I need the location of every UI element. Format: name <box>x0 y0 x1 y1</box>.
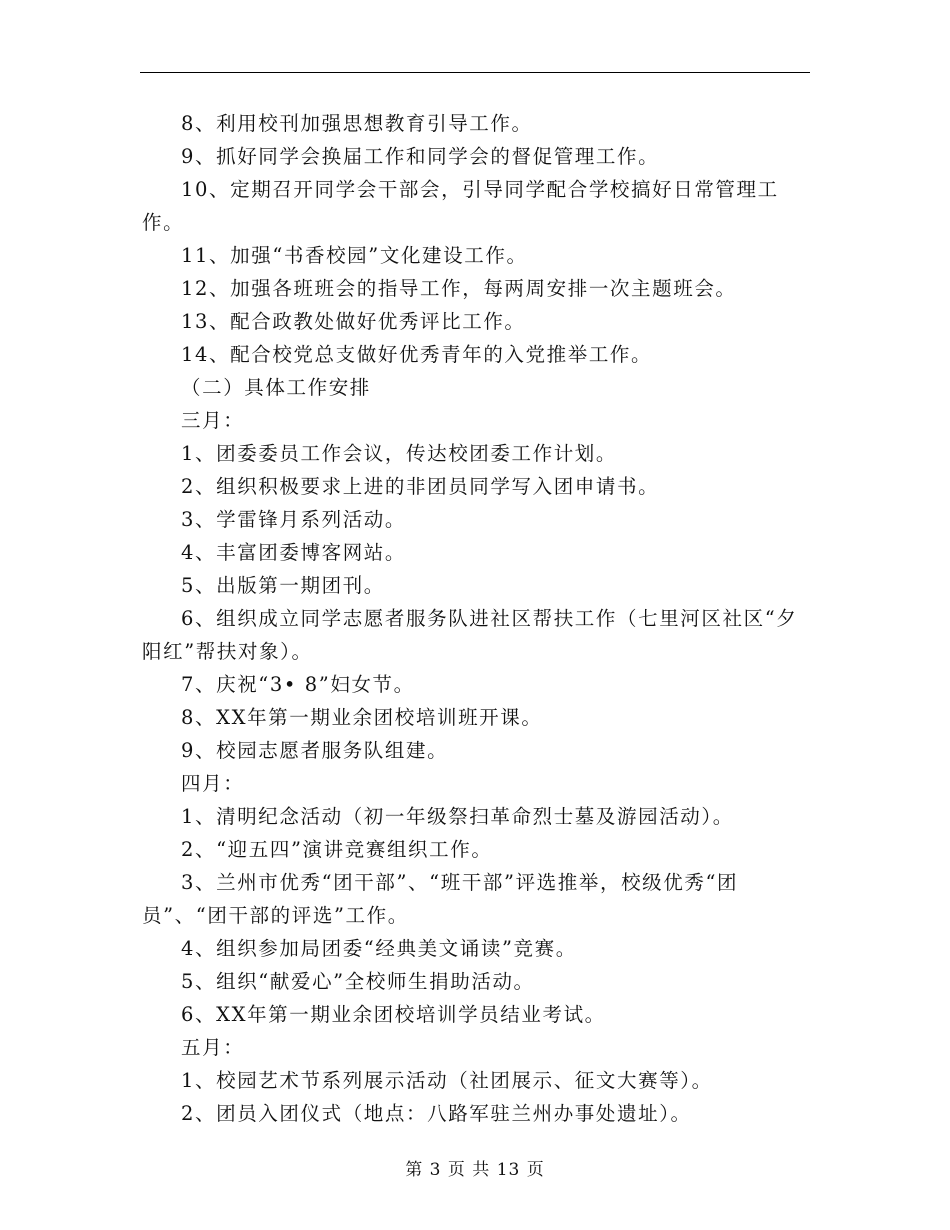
paragraph: 5、出版第一期团刊。 <box>181 574 385 597</box>
paragraph: 4、丰富团委博客网站。 <box>181 541 407 564</box>
paragraph: 1、校园艺术节系列展示活动（社团展示、征文大赛等）。 <box>181 1069 713 1092</box>
paragraph: 14、配合校党总支做好优秀青年的入党推举工作。 <box>181 343 653 366</box>
paragraph: 6、组织成立同学志愿者服务队进社区帮扶工作（七里河区社区“夕阳红”帮扶对象）。 <box>142 607 798 663</box>
header-rule <box>140 72 810 73</box>
paragraph: 7、庆祝“3• 8”妇女节。 <box>181 673 415 696</box>
month-heading: 五月： <box>181 1036 245 1059</box>
paragraph: 13、配合政教处做好优秀评比工作。 <box>181 310 526 333</box>
section-heading: （二）具体工作安排 <box>181 376 371 399</box>
month-heading: 四月： <box>181 772 245 795</box>
paragraph: 4、组织参加局团委“经典美文诵读”竞赛。 <box>181 937 577 960</box>
paragraph: 8、XX年第一期业余团校培训班开课。 <box>181 706 543 729</box>
paragraph: 3、学雷锋月系列活动。 <box>181 508 407 531</box>
paragraph: 2、“迎五四”演讲竞赛组织工作。 <box>181 838 493 861</box>
paragraph: 2、组织积极要求上进的非团员同学写入团申请书。 <box>181 475 660 498</box>
paragraph: 9、抓好同学会换届工作和同学会的督促管理工作。 <box>181 145 660 168</box>
paragraph: 8、利用校刊加强思想教育引导工作。 <box>181 112 533 135</box>
month-heading: 三月： <box>181 409 245 432</box>
paragraph: 3、兰州市优秀“团干部”、“班干部”评选推举，校级优秀“团员”、“团干部的评选”工作。 <box>142 871 739 927</box>
paragraph: 9、校园志愿者服务队组建。 <box>181 739 449 762</box>
paragraph: 12、加强各班班会的指导工作，每两周安排一次主题班会。 <box>181 277 737 300</box>
paragraph: 10、定期召开同学会干部会，引导同学配合学校搞好日常管理工作。 <box>142 178 779 234</box>
paragraph: 1、团委委员工作会议，传达校团委工作计划。 <box>181 442 618 465</box>
paragraph: 2、团员入团仪式（地点：八路军驻兰州办事处遗址）。 <box>181 1102 692 1125</box>
page-number-footer: 第 3 页 共 13 页 <box>405 1160 545 1180</box>
paragraph: 6、XX年第一期业余团校培训学员结业考试。 <box>181 1003 606 1026</box>
paragraph: 1、清明纪念活动（初一年级祭扫革命烈士墓及游园活动）。 <box>181 805 734 828</box>
document-body <box>142 107 808 1130</box>
paragraph: 11、加强“书香校园”文化建设工作。 <box>181 244 528 267</box>
paragraph: 5、组织“献爱心”全校师生捐助活动。 <box>181 970 535 993</box>
